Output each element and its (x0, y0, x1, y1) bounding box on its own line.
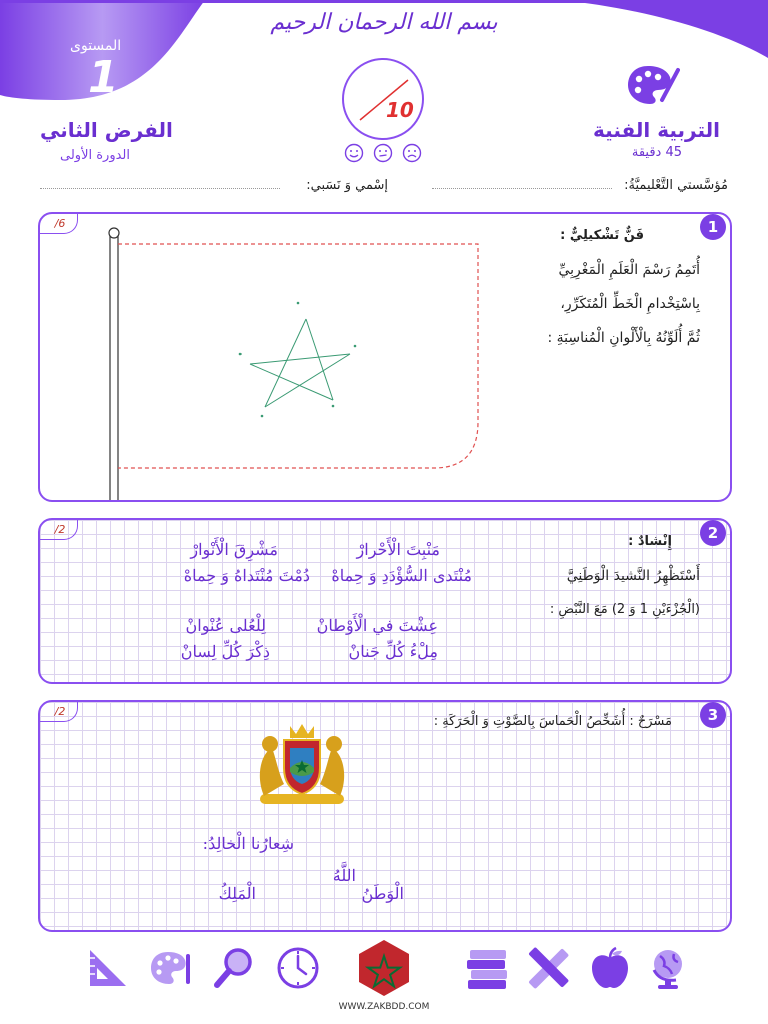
poem-line: مَنْبِتَ الْأَحْرارْ (356, 540, 440, 559)
points-badge: 2/ (54, 705, 66, 718)
poem-line: عِشْتَ في الْأَوْطانْ (316, 616, 438, 635)
happy-face-icon[interactable] (344, 143, 364, 163)
poem-line: مَشْرِقَ الْأَنْوارْ (190, 540, 278, 559)
section-number: 1 (700, 214, 726, 240)
apple-icon (588, 946, 632, 990)
coat-of-arms-icon (250, 718, 354, 812)
score-value: 10 (386, 98, 414, 122)
duration: 45 دقيقة (631, 145, 682, 160)
palette-icon (626, 64, 680, 106)
points-badge: 2/ (54, 523, 66, 536)
section-number: 3 (700, 702, 726, 728)
section-title: إِنْشادٌ : (628, 534, 672, 549)
instruction-line: أُتَمِمُ رَسْمَ الْعَلَمِ الْمَغْرِبِيِّ (558, 262, 700, 278)
magnifier-icon (212, 946, 258, 990)
moroccan-flag-icon (356, 938, 412, 998)
motto-title: شِعارُنا الْخالِدُ: (202, 834, 294, 853)
subject-title: التربية الفنية (593, 118, 720, 142)
name-label: إسْمي وَ نَسَبي: (306, 178, 388, 193)
flag-drawing (100, 224, 500, 502)
institution-label: مُؤسَّستي التَّعْليميَّةُ: (624, 178, 728, 193)
poem-line: دُمْتَ مُنْتَداهُ وَ حِماهْ (183, 566, 310, 585)
exam-subtitle: الدورة الأولى (60, 148, 130, 163)
section-art (38, 212, 732, 502)
globe-icon (646, 946, 690, 990)
level-number: 1 (88, 52, 119, 103)
points-badge: 6/ (54, 217, 66, 230)
poem-line: لِلْعُلى عُنْوانْ (185, 616, 266, 635)
instruction-line: أَسْتَظْهِرُ النَّشيدَ الْوَطَنِيَّ (566, 568, 700, 584)
name-field[interactable] (40, 188, 280, 189)
books-icon (464, 946, 512, 990)
motto-word-nation: الْوَطَنُ (361, 884, 404, 903)
clock-icon (276, 946, 320, 990)
footer-url[interactable]: WWW.ZAKBDD.COM (338, 1002, 430, 1012)
neutral-face-icon[interactable] (373, 143, 393, 163)
motto-word-god: اللَّهُ (332, 866, 356, 885)
poem-line: مُنْتَدى السُّؤْدَدِ وَ حِماهْ (331, 566, 472, 585)
palette-icon (148, 946, 194, 990)
section-anthem (38, 518, 732, 684)
section-theatre (38, 700, 732, 932)
level-label: المستوى (70, 38, 122, 54)
institution-field[interactable] (432, 188, 612, 189)
section-title: مَسْرَحٌ : أُشَخِّصُ الْحَماسَ بِالصَّوْتِ وَ الْحَرَكَةِ : (433, 714, 672, 729)
poem-line: ذِكْرَ كُلِّ لِسانْ (180, 642, 270, 661)
basmala: بسم الله الرحمان الرحيم (270, 10, 498, 35)
instruction-line: بِاسْتِخْدامِ الْخَطِّ الْمُتَكَرِّرِ، (560, 296, 700, 312)
section-title: فَنٌّ تَشْكيلِيٌّ : (560, 228, 644, 243)
poem-line: مِلْءُ كُلِّ جَنانْ (348, 642, 438, 661)
instruction-line: (الْجُزْءَيْنِ 1 وَ 2) مَعَ النَّبْضِ : (549, 602, 700, 617)
ruler-pencil-icon (526, 946, 570, 990)
section-number: 2 (700, 520, 726, 546)
sad-face-icon[interactable] (402, 143, 422, 163)
instruction-line: ثُمَّ أُلَوِّنُهُ بِالْأَلْوانِ الْمُناسِبَةِ : (547, 330, 700, 346)
motto-word-king: الْمَلِكُ (218, 884, 256, 903)
exam-title: الفرض الثاني (40, 118, 173, 142)
set-square-icon (86, 946, 130, 990)
